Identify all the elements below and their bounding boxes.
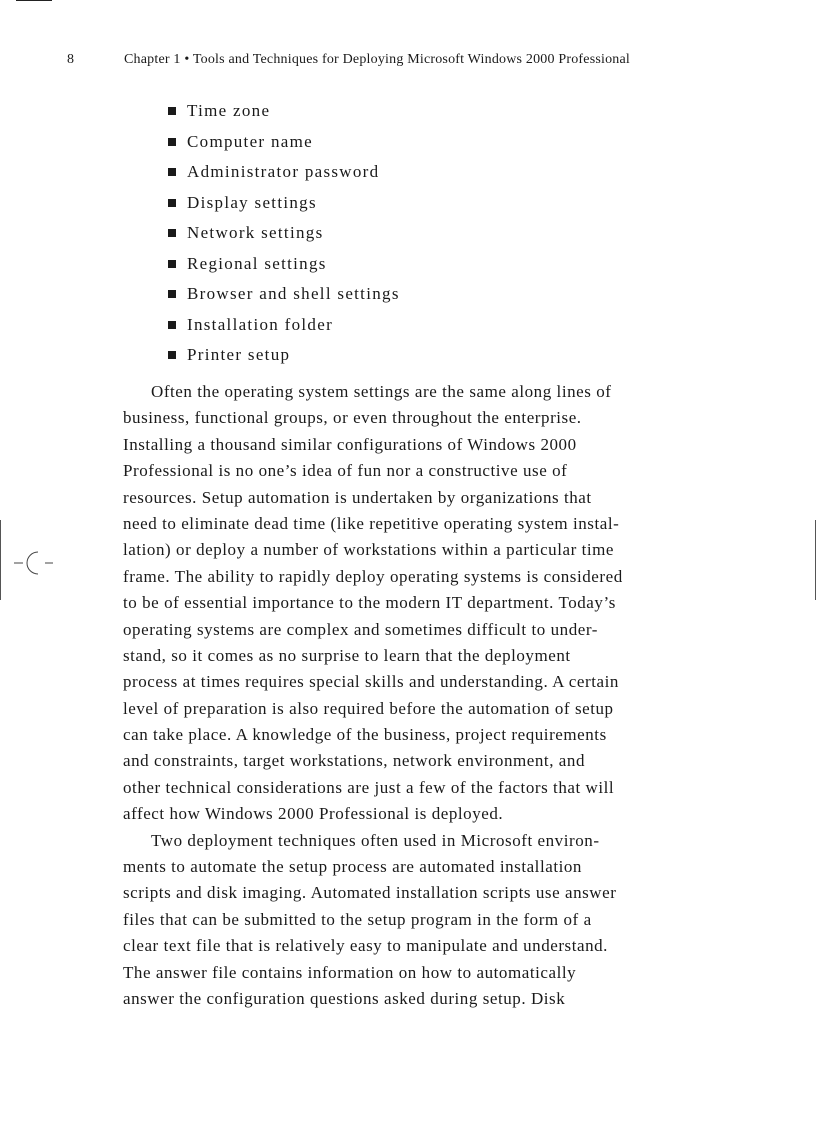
text-line: other technical considerations are just a few of the factors that will <box>123 777 615 797</box>
bullet-text: Network settings <box>187 223 324 242</box>
square-bullet-icon <box>168 351 176 359</box>
text-line: answer the configuration questions asked during setup. Disk <box>123 988 566 1008</box>
text-line: The answer file contains information on how to automatically <box>123 962 577 982</box>
text-line: clear text file that is relatively easy to manipulate and understand. <box>123 936 608 956</box>
bullet-item <box>168 218 400 249</box>
running-header <box>67 52 630 68</box>
bullet-text: Browser and shell settings <box>187 284 400 303</box>
bullet-item <box>168 96 400 127</box>
paragraph <box>123 379 698 828</box>
square-bullet-icon <box>168 229 176 237</box>
text-line: business, functional groups, or even throughout the enterprise. <box>123 408 582 428</box>
text-line: affect how Windows 2000 Professional is deployed. <box>123 804 504 824</box>
text-line: Professional is no one’s idea of fun nor a constructive use of <box>123 461 568 481</box>
text-line: Two deployment techniques often used in Microsoft environ- <box>151 830 600 850</box>
square-bullet-icon <box>168 168 176 176</box>
square-bullet-icon <box>168 260 176 268</box>
text-line: process at times requires special skills and understanding. A certain <box>123 672 619 692</box>
text-line: files that can be submitted to the setup program in the form of a <box>123 909 592 929</box>
paragraph <box>123 828 698 1013</box>
running-title: Chapter 1 • Tools and Techniques for Deploying Microsoft Windows 2000 Professional <box>124 52 630 67</box>
text-line: Often the operating system settings are the same along lines of <box>151 382 612 401</box>
bullet-text: Installation folder <box>187 314 334 334</box>
text-line: to be of essential importance to the modern IT department. Today’s <box>123 593 616 613</box>
bullet-text: Display settings <box>187 192 317 212</box>
top-rule <box>16 0 52 1</box>
page-number: 8 <box>67 52 75 67</box>
text-line: lation) or deploy a number of workstations within a particular time <box>123 540 615 560</box>
square-bullet-icon <box>168 138 176 146</box>
bullet-item <box>168 127 400 158</box>
bullet-text: Regional settings <box>187 253 327 273</box>
square-bullet-icon <box>168 290 176 298</box>
text-line: level of preparation is also required before the automation of setup <box>123 698 614 718</box>
text-line: operating systems are complex and sometimes difficult to under- <box>123 619 598 639</box>
registration-mark-icon <box>14 549 58 579</box>
square-bullet-icon <box>168 321 176 329</box>
bullet-text: Time zone <box>187 101 271 120</box>
bullet-item <box>168 279 400 310</box>
text-line: can take place. A knowledge of the business, project requirements <box>123 725 607 745</box>
square-bullet-icon <box>168 199 176 207</box>
text-line: ments to automate the setup process are automated installation <box>123 857 582 877</box>
binding-edge-left <box>0 520 1 600</box>
bullet-item <box>168 249 400 280</box>
settings-bullet-list <box>168 96 400 371</box>
text-line: need to eliminate dead time (like repetitive operating system instal- <box>123 513 620 533</box>
text-line: frame. The ability to rapidly deploy operating systems is considered <box>123 566 623 586</box>
text-line: scripts and disk imaging. Automated installation scripts use answer <box>123 883 617 903</box>
bullet-text: Printer setup <box>187 345 291 364</box>
bullet-item <box>168 340 400 371</box>
text-line: resources. Setup automation is undertaken by organizations that <box>123 487 592 507</box>
bullet-text: Administrator password <box>187 162 380 181</box>
text-line: Installing a thousand similar configurations of Windows 2000 <box>123 434 577 454</box>
text-line: and constraints, target workstations, network environment, and <box>123 751 585 771</box>
bullet-text: Computer name <box>187 131 313 151</box>
text-line: stand, so it comes as no surprise to learn that the deployment <box>123 645 571 665</box>
body-text <box>123 379 698 1012</box>
bullet-item <box>168 157 400 188</box>
bullet-item <box>168 188 400 219</box>
bullet-item <box>168 310 400 341</box>
square-bullet-icon <box>168 107 176 115</box>
